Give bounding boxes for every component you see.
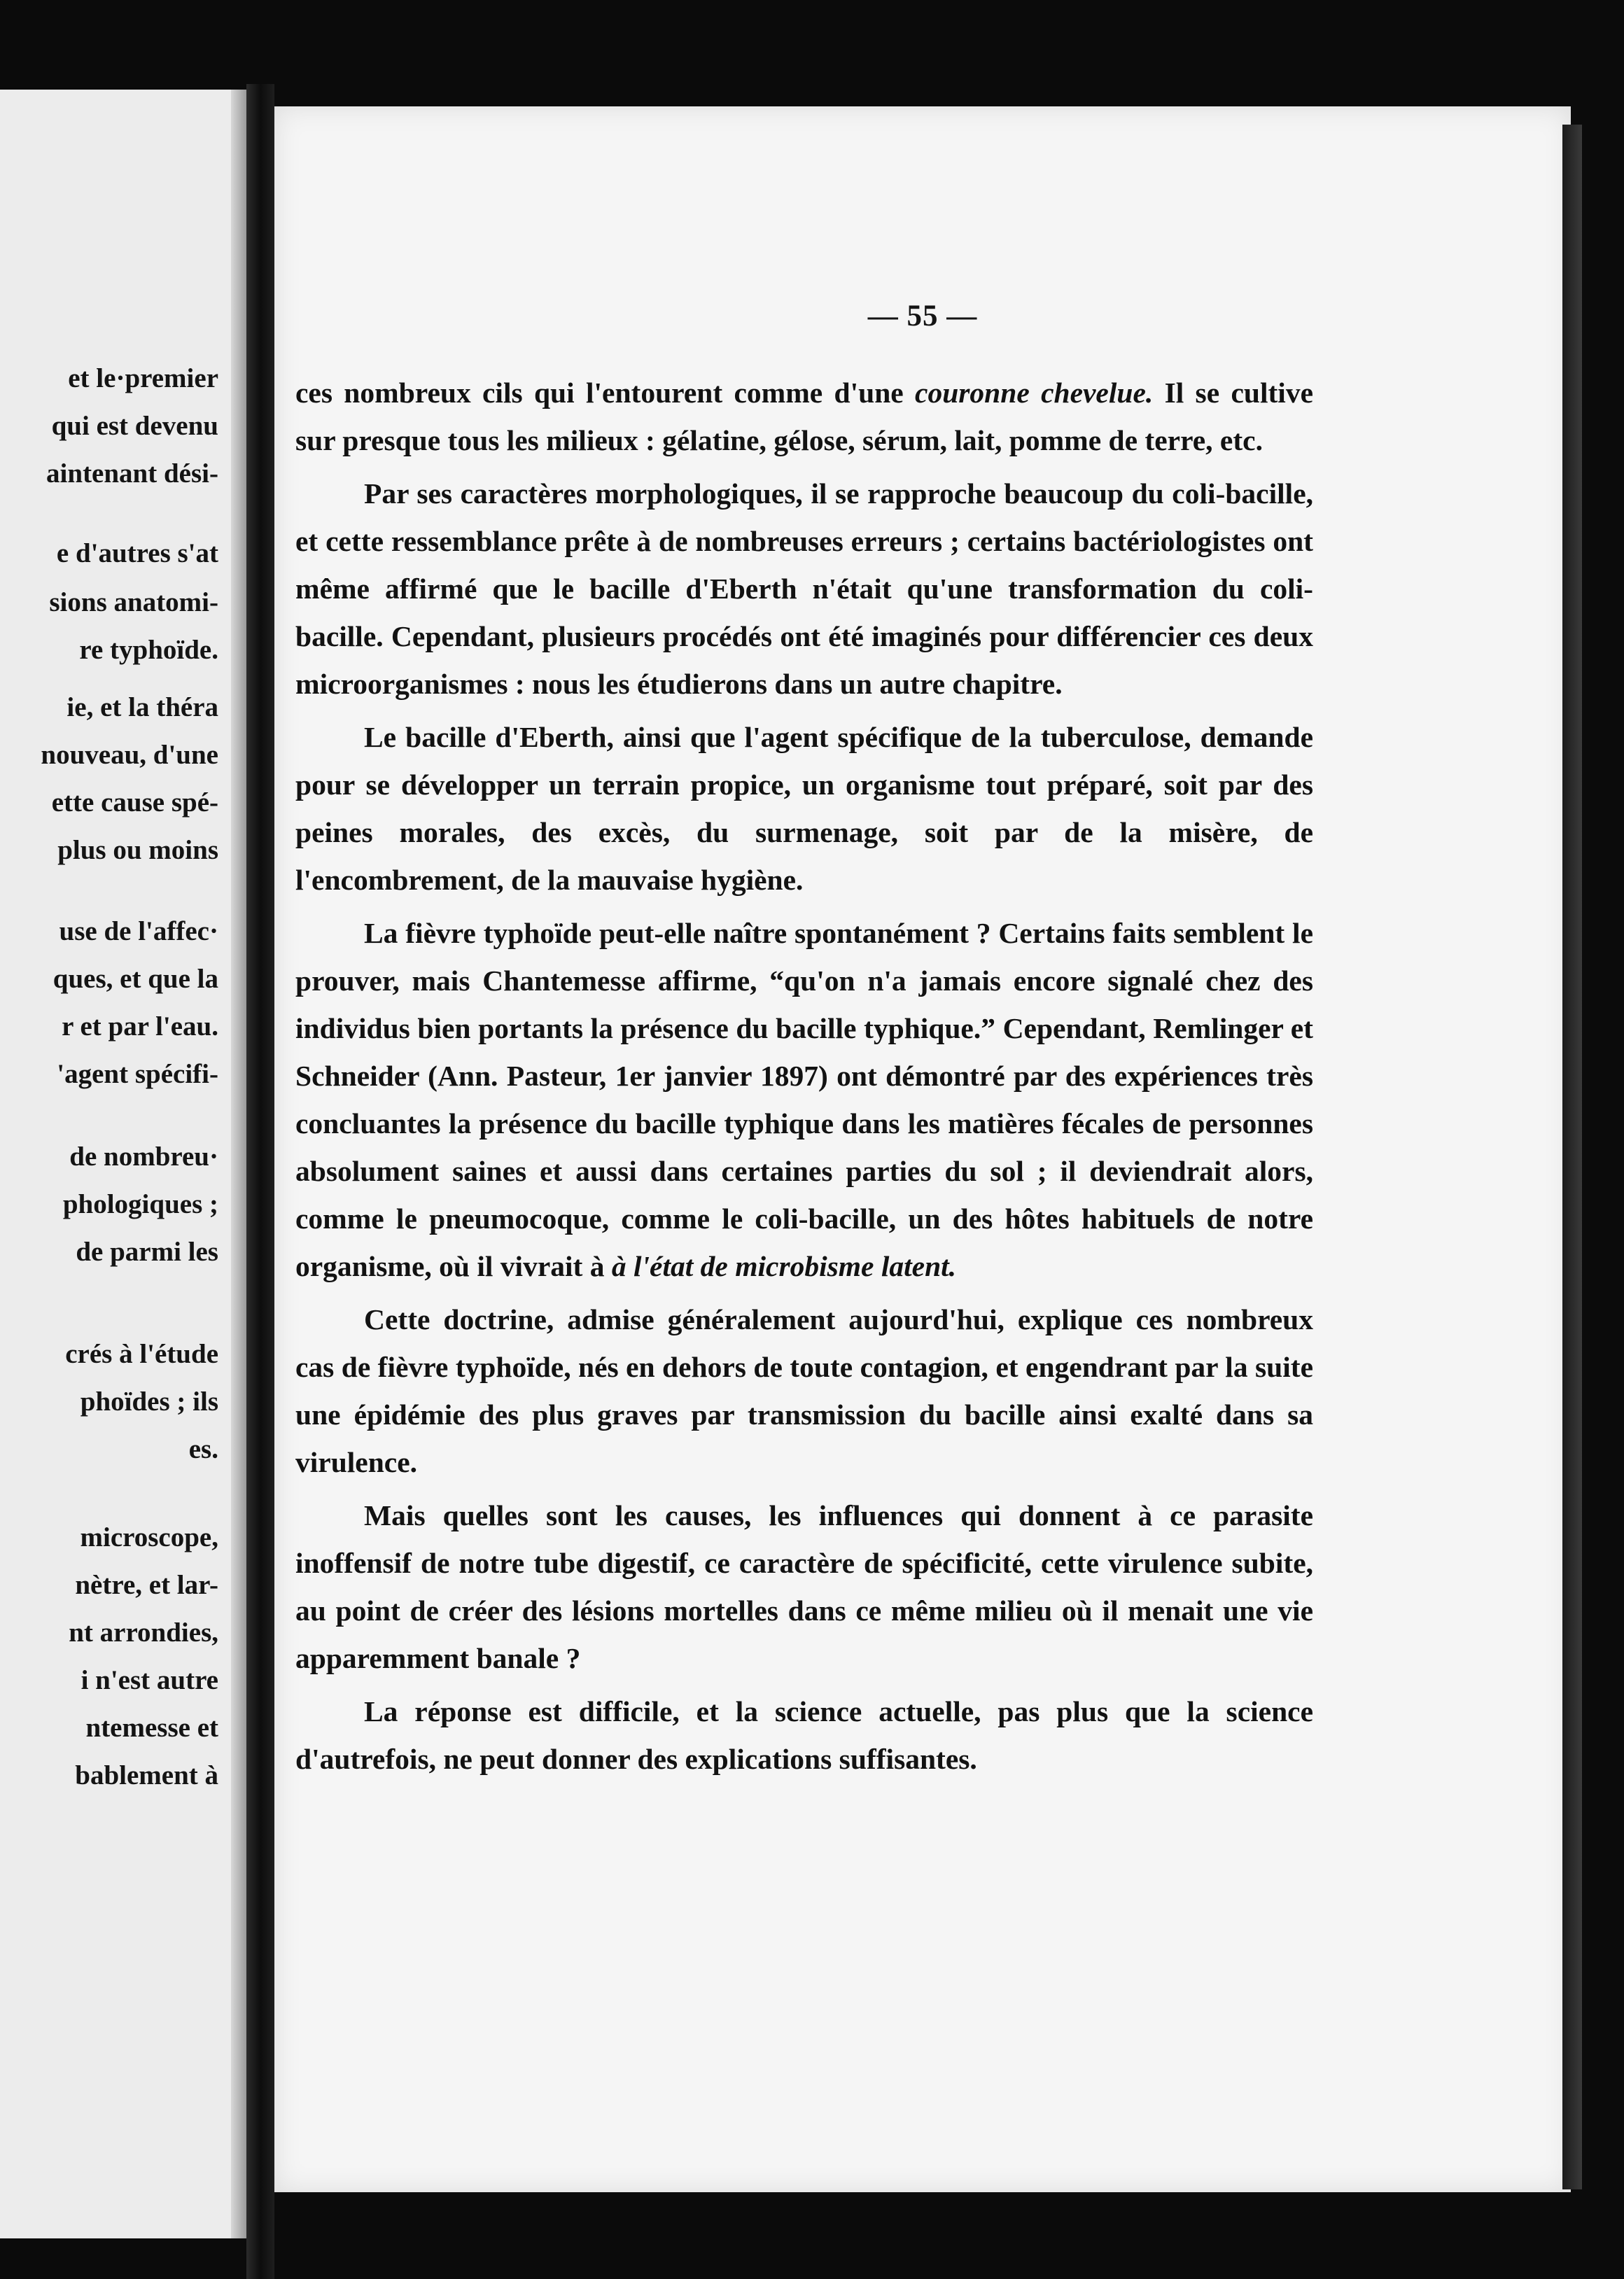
left-page-fragment: de nombreu· <box>69 1142 218 1172</box>
left-page-fragment: qui est devenu <box>51 411 218 441</box>
left-page-fragment: sions anatomi- <box>49 587 218 617</box>
left-page-fragment: aintenant dési- <box>46 458 218 489</box>
paragraph-1-start: ces nombreux cils qui l'entourent comme d'une <box>295 377 916 409</box>
left-page-fragment: microscope, <box>80 1522 218 1552</box>
page-gutter <box>246 84 274 2279</box>
left-page-fragment: nètre, et lar- <box>75 1570 218 1600</box>
left-page-fragment: 'agent spécifi- <box>57 1059 218 1089</box>
left-page-fragment: e d'autres s'at <box>56 538 218 568</box>
left-page-fragment: use de l'affec· <box>59 916 218 946</box>
body-text <box>295 369 1313 1788</box>
page-number: — 55 — <box>867 300 978 332</box>
left-page-fragment: crés à l'étude <box>65 1339 218 1369</box>
left-page-fragment: ntemesse et <box>85 1713 218 1743</box>
paragraph-7: La réponse est difficile, et la science actuelle, pas plus que la science d'autrefois, ne peut donner des explications suffisantes. <box>295 1695 1313 1775</box>
left-page-fragment: plus ou moins <box>57 835 218 865</box>
left-page-fragment: phoïdes ; ils <box>80 1387 218 1417</box>
left-page-fragment: bablement à <box>75 1760 218 1790</box>
paragraph-4-italic: à l'état de microbisme latent. <box>611 1250 957 1282</box>
left-facing-page <box>0 90 246 2238</box>
paragraph-4-start: La fièvre typhoïde peut-elle naître spontanément ? Certains faits semblent le prouver, mais Chantemesse affirme, “qu'on n'a jamais encore signalé chez des individus bien portants la présence du bacille typhique.” Cependant, Remlinger et Schneider (Ann. Pasteur, 1er janvier 1897) ont démontré par des expériences très concluantes la présence du bacille typhique dans les matières fécales de personnes absolument saines et aussi dans certaines parties du sol ; il deviendrait alors, comme le pneumocoque, comme le coli-bacille, un des hôtes habituels de notre organisme, où il vivrait à <box>295 917 1313 1282</box>
left-page-fragment: ie, et la théra <box>66 692 218 722</box>
paragraph-1 <box>295 369 1313 464</box>
left-page-fragment: ette cause spé- <box>51 787 218 818</box>
left-page-fragment: es. <box>188 1434 218 1464</box>
left-page-fragment: i n'est autre <box>80 1665 218 1695</box>
paragraph-5: Cette doctrine, admise généralement aujourd'hui, explique ces nombreux cas de fièvre typhoïde, nés en dehors de toute contagion, et engendrant par la suite une épidémie des plus graves par transmission du bacille ainsi exalté dans sa virulence. <box>295 1303 1313 1478</box>
left-page-fragment: re typhoïde. <box>79 635 218 665</box>
paragraph-6: Mais quelles sont les causes, les influences qui donnent à ce parasite inoffensif de notre tube digestif, ce caractère de spécificité, cette virulence subite, au point de créer des lésions mortelles dans ce même milieu où il menait une vie apparemment banale ? <box>295 1499 1313 1674</box>
paragraph-3: Le bacille d'Eberth, ainsi que l'agent spécifique de la tuberculose, demande pour se développer un terrain propice, un organisme tout préparé, soit par des peines morales, des excès, du surmenage, soit par de la misère, de l'encombrement, de la mauvaise hygiène. <box>295 721 1313 896</box>
main-page <box>274 106 1571 2192</box>
left-page-fragment: nt arrondies, <box>69 1618 218 1648</box>
left-page-fragment: r et par l'eau. <box>62 1011 218 1042</box>
left-page-fragment: nouveau, d'une <box>41 740 218 770</box>
left-page-fragment: phologiques ; <box>62 1189 218 1219</box>
paragraph-1-italic: couronne chevelue. <box>915 377 1154 409</box>
left-page-fragment: et le·premier <box>68 363 218 393</box>
paragraph-2: Par ses caractères morphologiques, il se rapproche beaucoup du coli-bacille, et cette ressemblance prête à de nombreuses erreurs ; certains bactériologistes ont même affirmé que le bacille d'Eberth n'était qu'une transformation du coli-bacille. Cependant, plusieurs procédés ont été imaginés pour différencier ces deux microorganismes : nous les étudierons dans un autre chapitre. <box>295 477 1313 700</box>
left-page-fragment: de parmi les <box>76 1237 218 1267</box>
page-edge <box>1562 125 1582 2189</box>
left-page-fragment: ques, et que la <box>52 964 218 994</box>
paragraph-4 <box>295 909 1313 1290</box>
paragraph-1-end: Il se cultive sur presque tous les milieux : gélatine, gélose, sérum, lait, pomme de terre, etc. <box>295 377 1313 456</box>
